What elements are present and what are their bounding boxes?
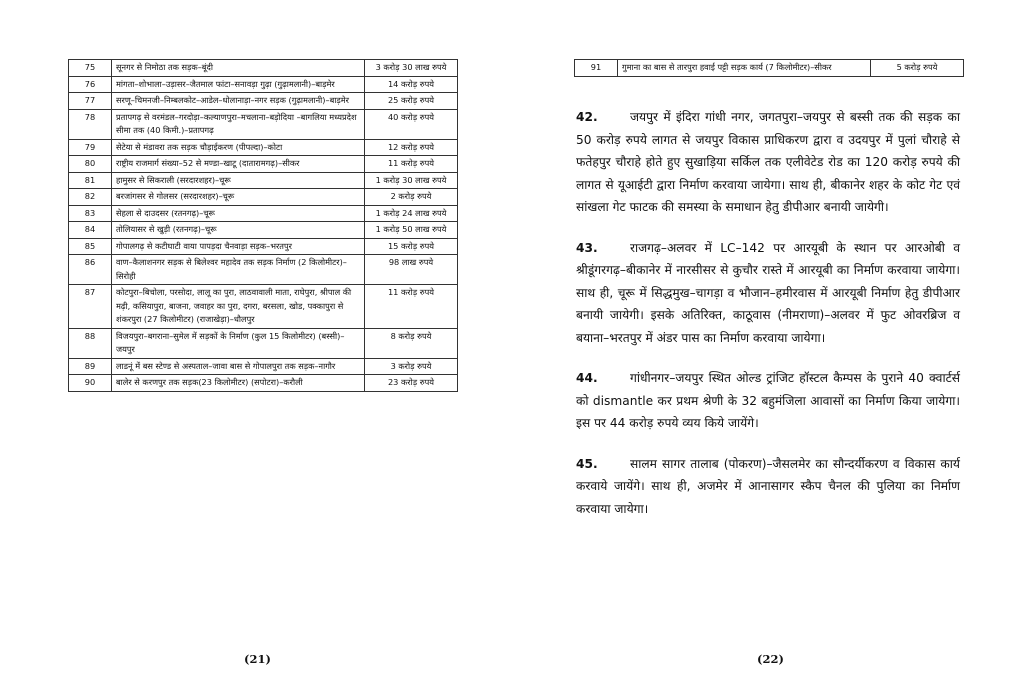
row-amount: 11 करोड़ रुपये [365,156,458,173]
row-number: 75 [69,60,112,77]
paragraph-text: गांधीनगर–जयपुर स्थित ओल्ड ट्रांजिट हॉस्टल कैम्पस के पुराने 40 क्वार्टर्स को dismantle कर प्रथम श्रेणी के 32 बहुमंजिला आवासों का निर्माण किया जायेगा। इस पर 44 करोड़ रुपये व्यय किये जायेंगे। [576,371,960,430]
paragraph [576,106,960,219]
table-row [69,93,458,110]
table-row [69,285,458,329]
right-page-number: (22) [757,652,784,666]
left-budget-table [68,59,458,392]
row-description: कोटपुरा–बिचोला, परसोदा, लालू का पुरा, लाठवावाली माता, राघेपुरा, श्रीपाल की मढ़ी, कसियापुरा, बाजना, जवाहर का पुरा, दगरा, बरसला, खोड, पक्कापुरा से शंकरपुरा (27 किलोमीटर) (राजाखेड़ा)–धौलपुर [112,285,365,329]
paragraph-number: 42. [576,110,598,124]
row-description: बालेर से करणपुर तक सड़क(23 किलोमीटर) (सपोटरा)–करौली [112,375,365,392]
row-number: 76 [69,76,112,93]
row-number: 86 [69,255,112,285]
row-description: सेहला से दाउदसर (रतनगढ़)–चूरू [112,205,365,222]
row-amount: 1 करोड़ 50 लाख रुपये [365,222,458,239]
paragraph-number: 43. [576,240,598,255]
row-amount: 11 करोड़ रुपये [365,285,458,329]
row-number: 84 [69,222,112,239]
row-description: सरणू–चिमनजी–निम्बलकोट–आडेल–धोलानाड़ा–नगर सड़क (गुढ़ामलानी)–बाड़मेर [112,93,365,110]
row-amount: 25 करोड़ रुपये [365,93,458,110]
row-description: प्रतापगढ़ से वरमंडल–गरदोड़ा–कल्याणपुरा–मचलाना–बड़ोदिया –बागलिया मध्यप्रदेश सीमा तक (40 किमी.)–प्रतापगढ़ [112,109,365,139]
paragraph-text: राजगढ़–अलवर में LC–142 पर आरयूबी के स्थान पर आरओबी व श्रीडूंगरगढ़–बीकानेर में नारसीसर से कुचौर रास्ते में आरयूबी का निर्माण करवाया जायेगा। साथ ही, चूरू में सिद्धमुख–चागड़ा व भौजान–हमीरवास में आरयूबी निर्माण हेतु डीपीआर बनायी जायेगी। इसके अतिरिक्त, काठूवास (नीमराणा)–अलवर में फुट ओवरब्रिज व बयाना–भरतपुर में अंडर पास का निर्माण करवाया जायेगा। [576,240,960,345]
row-amount: 12 करोड़ रुपये [365,139,458,156]
row-description: सेटेया से मंडावरा तक सड़क चौड़ाईकरण (पीपल्दा)–कोटा [112,139,365,156]
row-number: 83 [69,205,112,222]
row-amount: 2 करोड़ रुपये [365,189,458,206]
right-page [512,0,1024,682]
row-number: 90 [69,375,112,392]
table-row [69,238,458,255]
row-amount: 3 करोड़ रुपये [365,358,458,375]
table-row [69,76,458,93]
row-amount: 23 करोड़ रुपये [365,375,458,392]
table-row [69,328,458,358]
right-paragraphs [576,106,960,538]
row-number: 82 [69,189,112,206]
row-description: हामुसर से सिकराली (सरदारशहर)–चूरू [112,172,365,189]
paragraph-number: 44. [576,371,598,385]
row-number: 91 [575,60,618,77]
row-number: 79 [69,139,112,156]
right-budget-table [574,59,964,77]
row-description: लाडनूं में बस स्टेण्ड से अस्पताल–जावा बास से गोपालपुरा तक सड़क–नागौर [112,358,365,375]
row-description: सूनगर से निमोठा तक सड़क–बूंदी [112,60,365,77]
table-row [69,205,458,222]
table-row [69,172,458,189]
table-row [69,358,458,375]
table-row [69,375,458,392]
left-page-number: (21) [244,652,271,666]
paragraph-text: जयपुर में इंदिरा गांधी नगर, जगतपुरा–जयपुर से बस्सी तक की सड़क का 50 करोड़ रुपये लागत से जयपुर विकास प्राधिकरण द्वारा व उदयपुर में पुलां चौराहे से फतेहपुर चौराहे होते हुए सुखाड़िया सर्किल तक एलीवेटेड रोड का 120 करोड़ रुपये की लागत से यूआईटी द्वारा निर्माण करवाया जायेगा। साथ ही, बीकानेर शहर के कोट गेट एवं सांखला गेट फाटक की समस्या के समाधान हेतु डीपीआर बनायी जायेगी। [576,110,960,214]
table-row [69,189,458,206]
row-number: 80 [69,156,112,173]
row-amount: 5 करोड़ रुपये [871,60,964,77]
row-description: तोलियासर से खुड़ी (रतनगढ़)–चूरू [112,222,365,239]
table-row [69,60,458,77]
row-amount: 98 लाख रुपये [365,255,458,285]
row-number: 81 [69,172,112,189]
row-amount: 40 करोड़ रुपये [365,109,458,139]
row-number: 89 [69,358,112,375]
row-amount: 1 करोड़ 24 लाख रुपये [365,205,458,222]
table-row [69,109,458,139]
table-row [69,255,458,285]
row-amount: 1 करोड़ 30 लाख रुपये [365,172,458,189]
row-amount: 14 करोड़ रुपये [365,76,458,93]
row-amount: 3 करोड़ 30 लाख रुपये [365,60,458,77]
row-number: 78 [69,109,112,139]
row-description: विजयपुरा–बगराना–सुमेल में सड़कों के निर्माण (कुल 15 किलोमीटर) (बस्सी)–जयपुर [112,328,365,358]
paragraph [576,453,960,521]
row-number: 85 [69,238,112,255]
row-amount: 8 करोड़ रुपये [365,328,458,358]
paragraph-text: सालम सागर तालाब (पोकरण)–जैसलमेर का सौन्दर्यीकरण व विकास कार्य करवाये जायेंगे। साथ ही, अजमेर में आनासागर स्कैप चैनल की पुलिया का निर्माण करवाया जायेगा। [576,456,960,516]
row-number: 88 [69,328,112,358]
row-description: गोपालगढ़ से कटीघाटी वाया पापड़दा चैनवाड़ा सड़क–भरतपुर [112,238,365,255]
table-row [575,60,964,77]
table-row [69,222,458,239]
table-row [69,139,458,156]
row-number: 87 [69,285,112,329]
table-row [69,156,458,173]
row-description: मांगता–शोभाला–उड़ासर–जैतमाल फांटा–सनावड़ा गुढ़ा (गुढ़ामलानी)–बाड़मेर [112,76,365,93]
paragraph [576,367,960,435]
row-number: 77 [69,93,112,110]
paragraph-number: 45. [576,456,598,471]
row-amount: 15 करोड़ रुपये [365,238,458,255]
row-description: राष्ट्रीय राजमार्ग संख्या–52 से मण्डा–खाटू (दातारामगढ़)–सीकर [112,156,365,173]
row-description: बरजांगसर से गोलसर (सरदारशहर)–चूरू [112,189,365,206]
row-description: वाण–कैलाशनगर सड़क से बिलेश्वर महादेव तक सड़क निर्माण (2 किलोमीटर)–सिरोही [112,255,365,285]
row-description: गुमाना का बास से तारपुरा हवाई पट्टी सड़क कार्य (7 किलोमीटर)–सीकर [618,60,871,77]
paragraph [576,237,960,350]
